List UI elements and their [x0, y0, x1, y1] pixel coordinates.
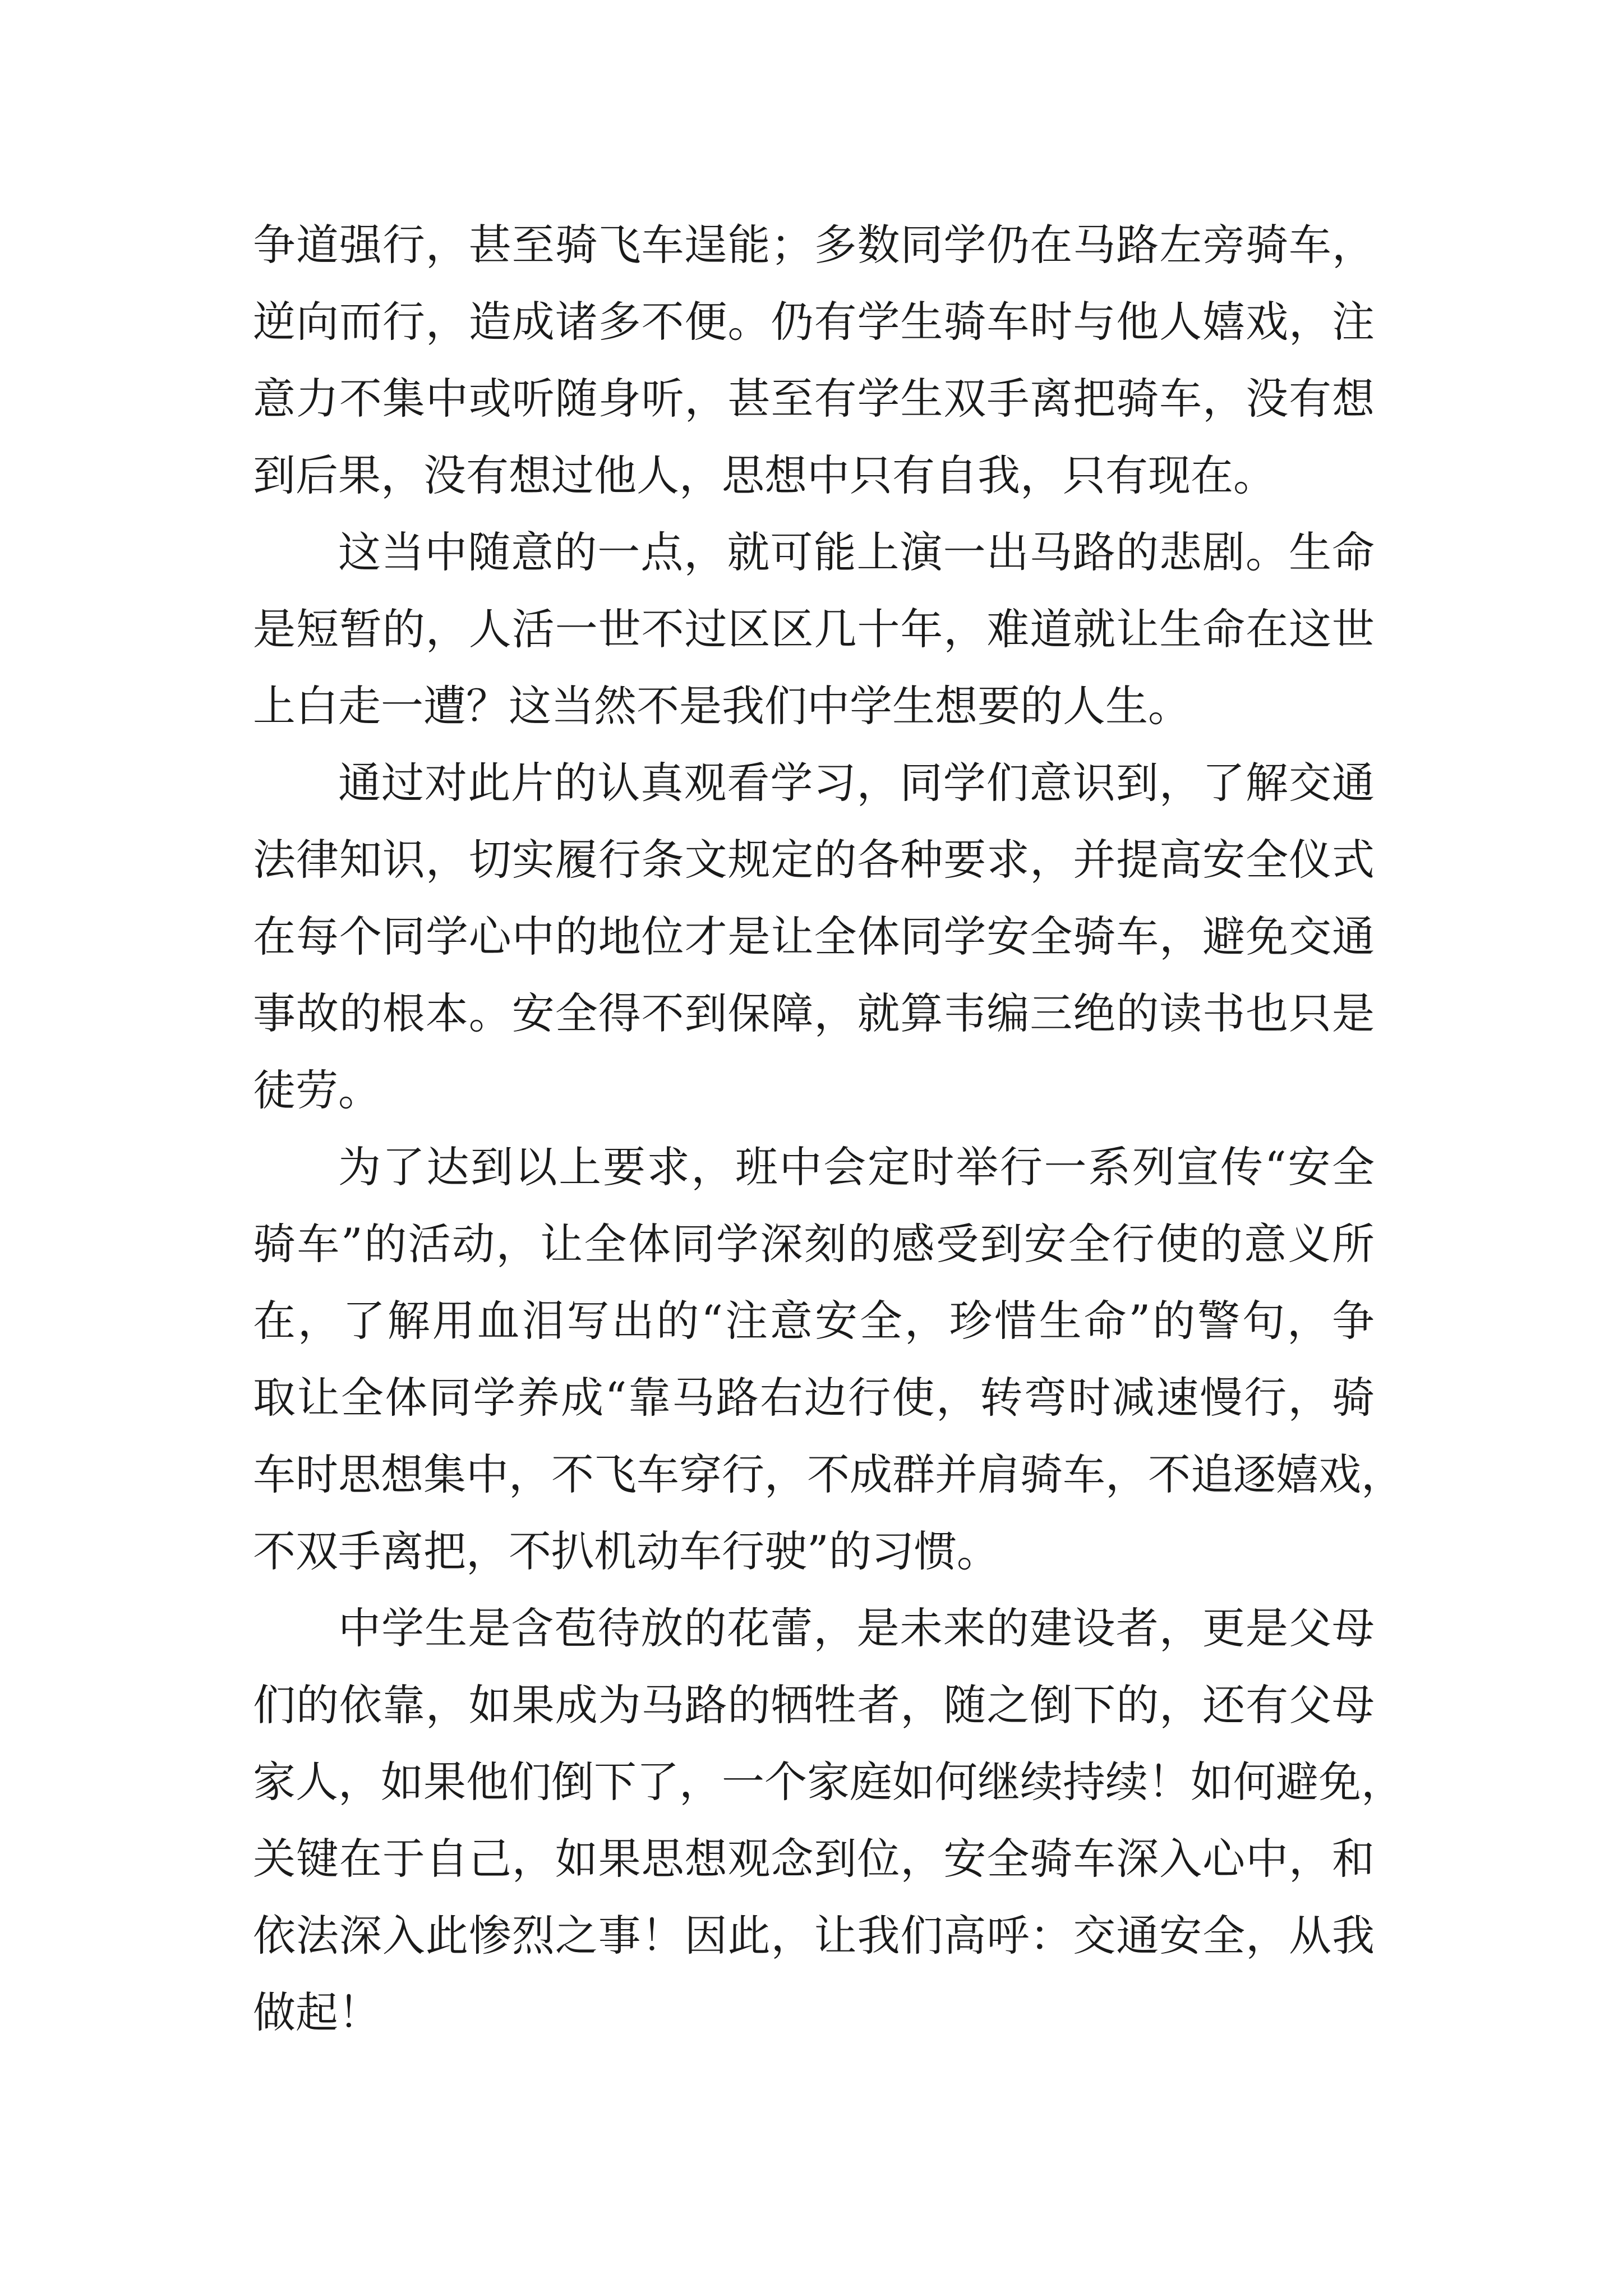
paragraph-4 — [253, 1129, 1404, 1590]
text-line: 是短暂的，人活一世不过区区几十年，难道就让生命在这世 — [253, 604, 1375, 654]
text-line: 关键在于自己，如果思想观念到位，安全骑车深入心中，和 — [253, 1834, 1375, 1884]
text-line: 这当中随意的一点，就可能上演一出马路的悲剧。生命 — [338, 527, 1375, 577]
text-line: 取让全体同学养成“靠马路右边行使，转弯时减速慢行，骑 — [253, 1373, 1375, 1423]
text-line: 通过对此片的认真观看学习，同学们意识到，了解交通 — [338, 758, 1375, 808]
text-line: 骑车”的活动，让全体同学深刻的感受到安全行使的意义所 — [253, 1219, 1375, 1269]
paragraph-3 — [253, 744, 1375, 1129]
text-line: 事故的根本。安全得不到保障，就算韦编三绝的读书也只是 — [253, 988, 1375, 1038]
text-line: 徒劳。 — [253, 1065, 381, 1115]
paragraph-5 — [253, 1590, 1404, 2051]
text-line: 逆向而行，造成诸多不便。仍有学生骑车时与他人嬉戏，注 — [253, 297, 1375, 347]
text-line: 在，了解用血泪写出的“注意安全，珍惜生命”的警句，争 — [253, 1296, 1375, 1346]
text-line: 家人，如果他们倒下了，一个家庭如何继续持续！如何避免， — [253, 1757, 1404, 1807]
paragraph-2 — [253, 514, 1375, 744]
text-line: 争道强行，甚至骑飞车逞能；多数同学仍在马路左旁骑车， — [253, 220, 1375, 270]
text-line: 到后果，没有想过他人，思想中只有自我，只有现在。 — [253, 450, 1276, 500]
text-line: 依法深入此惨烈之事！因此，让我们高呼：交通安全，从我 — [253, 1911, 1375, 1961]
text-line: 上白走一遭？这当然不是我们中学生想要的人生。 — [253, 681, 1191, 731]
text-line: 法律知识，切实履行条文规定的各种要求，并提高安全仪式 — [253, 835, 1375, 885]
text-line: 中学生是含苞待放的花蕾，是未来的建设者，更是父母 — [338, 1603, 1375, 1653]
text-line: 在每个同学心中的地位才是让全体同学安全骑车，避免交通 — [253, 912, 1375, 961]
text-line: 做起！ — [253, 1987, 381, 2037]
text-line: 车时思想集中，不飞车穿行，不成群并肩骑车，不追逐嬉戏， — [253, 1450, 1404, 1499]
document-body — [253, 206, 1404, 2051]
text-line: 为了达到以上要求，班中会定时举行一系列宣传“安全 — [338, 1142, 1375, 1192]
text-line: 们的依靠，如果成为马路的牺牲者，随之倒下的，还有父母 — [253, 1680, 1375, 1730]
text-line: 意力不集中或听随身听，甚至有学生双手离把骑车，没有想 — [253, 374, 1375, 424]
text-line: 不双手离把，不扒机动车行驶”的习惯。 — [253, 1526, 999, 1576]
paragraph-1 — [253, 206, 1375, 514]
